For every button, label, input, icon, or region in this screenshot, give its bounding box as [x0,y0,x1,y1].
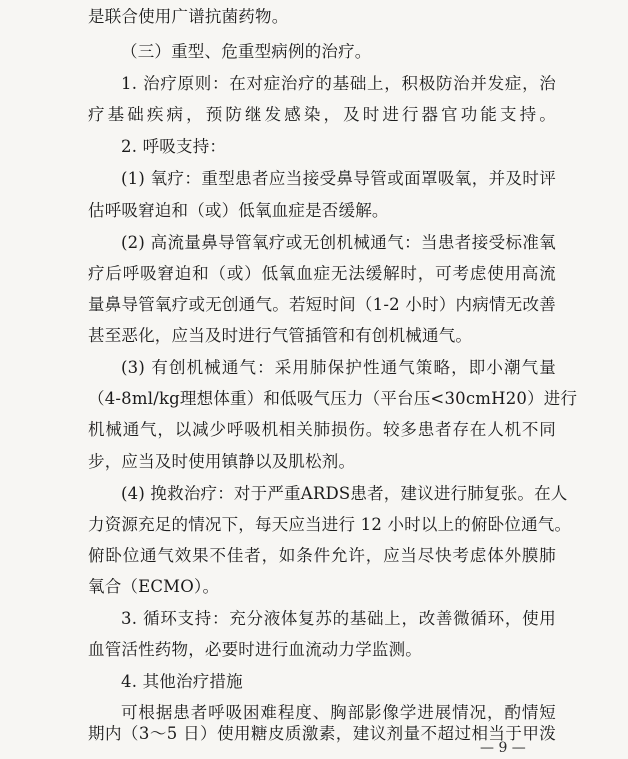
text-line: （4-8ml/kg理想体重）和低吸气压力（平台压<30cmH20）进行 [88,389,578,408]
text-line: 力资源充足的情况下，每天应当进行 12 小时以上的俯卧位通气。 [88,515,572,534]
text-line: 血管活性药物，必要时进行血流动力学监测。 [88,640,422,659]
page-number: — 9 — [480,740,526,756]
text-line: 是联合使用广谱抗菌药物。 [88,7,289,26]
text-line: (1) 氧疗：重型患者应当接受鼻导管或面罩吸氧，并及时评 [121,169,556,188]
text-line: 氧合（ECMO）。 [88,577,220,596]
text-line: 期内（3～5 日）使用糖皮质激素，建议剂量不超过相当于甲泼 [88,724,556,743]
text-line: 甚至恶化，应当及时进行气管插管和有创机械通气。 [88,326,473,345]
subsection-heading: 4. 其他治疗措施 [121,672,243,691]
text-line: 步，应当及时使用镇静以及肌松剂。 [88,452,356,471]
text-line: 3. 循环支持：充分液体复苏的基础上，改善微循环，使用 [121,609,556,628]
section-heading: （三）重型、危重型病例的治疗。 [121,42,372,61]
text-line: 疗基础疾病，预防继发感染，及时进行器官功能支持。 [88,105,556,124]
text-line: 估呼吸窘迫和（或）低氧血症是否缓解。 [88,201,389,220]
text-line: 疗后呼吸窘迫和（或）低氧血症无法缓解时，可考虑使用高流 [88,264,556,283]
text-line: 1. 治疗原则：在对症治疗的基础上，积极防治并发症，治 [121,74,556,93]
text-line: 机械通气，以减少呼吸机相关肺损伤。较多患者存在人机不同 [88,420,556,439]
text-line: (3) 有创机械通气：采用肺保护性通气策略，即小潮气量 [121,358,556,377]
text-line: (4) 挽救治疗：对于严重ARDS患者，建议进行肺复张。在人 [121,484,568,503]
subsection-heading: 2. 呼吸支持： [121,137,227,156]
text-line: (2) 高流量鼻导管氧疗或无创机械通气：当患者接受标准氧 [121,233,556,252]
text-line: 量鼻导管氧疗或无创通气。若短时间（1-2 小时）内病情无改善 [88,295,556,314]
text-line: 可根据患者呼吸困难程度、胸部影像学进展情况，酌情短 [121,703,556,722]
text-line: 俯卧位通气效果不佳者，如条件允许，应当尽快考虑体外膜肺 [88,546,556,565]
